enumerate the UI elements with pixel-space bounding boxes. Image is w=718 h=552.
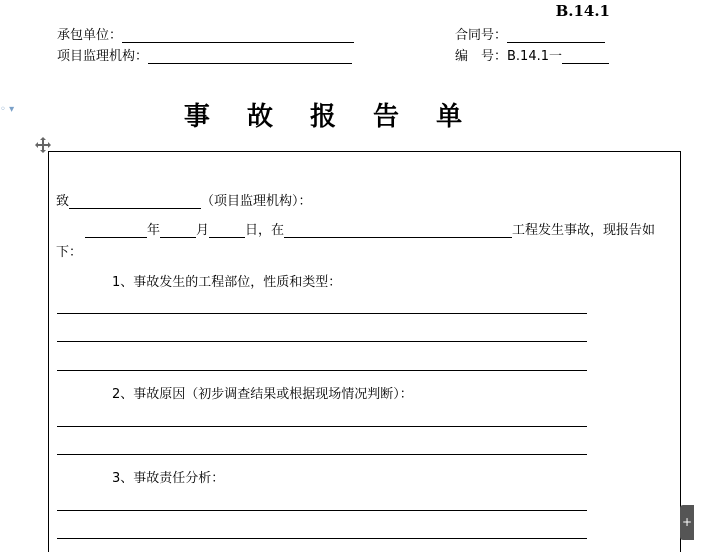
serial-field — [455, 45, 609, 64]
date-line — [85, 219, 655, 238]
serial-label: 编 号：B.14.1一 — [455, 49, 562, 64]
supervisor-field — [57, 45, 352, 64]
to-prefix: 致 — [56, 194, 70, 209]
item-1-line-3[interactable] — [57, 370, 587, 371]
month-label: 月 — [196, 223, 210, 238]
margin-marker: ◦ ▾ — [0, 104, 15, 115]
supervisor-blank[interactable] — [148, 49, 352, 64]
item-2-line-1[interactable] — [57, 426, 587, 427]
item-3-heading: 3、事故责任分析： — [112, 471, 225, 486]
month-blank[interactable] — [160, 223, 196, 238]
to-line — [56, 190, 312, 209]
serial-blank[interactable] — [562, 49, 609, 64]
to-blank[interactable] — [69, 194, 201, 209]
scroll-expand-button[interactable]: + — [680, 505, 694, 540]
report-cont: 下： — [56, 245, 83, 260]
form-code: B.14.1 — [555, 2, 610, 20]
report-box — [48, 151, 681, 552]
contract-no-blank[interactable] — [507, 28, 605, 43]
item-2-line-2[interactable] — [57, 454, 587, 455]
contractor-field — [57, 24, 354, 43]
year-blank[interactable] — [85, 223, 147, 238]
report-suffix: 工程发生事故，现报告如 — [512, 223, 656, 238]
item-1-line-1[interactable] — [57, 313, 587, 314]
item-2-heading: 2、事故原因（初步调查结果或根据现场情况判断）： — [112, 387, 413, 402]
day-label: 日，在 — [245, 223, 285, 238]
contract-no-label: 合同号： — [455, 28, 508, 43]
project-blank[interactable] — [284, 223, 512, 238]
item-3-line-2[interactable] — [57, 538, 587, 539]
item-3-line-1[interactable] — [57, 510, 587, 511]
page-title: 事 故 报 告 单 — [183, 102, 477, 132]
item-1-line-2[interactable] — [57, 341, 587, 342]
contractor-label: 承包单位： — [57, 28, 123, 43]
contract-no-field — [455, 24, 605, 43]
contractor-blank[interactable] — [122, 28, 354, 43]
year-label: 年 — [147, 223, 161, 238]
item-1-heading: 1、事故发生的工程部位，性质和类型： — [112, 275, 342, 290]
supervisor-label: 项目监理机构： — [57, 49, 149, 64]
day-blank[interactable] — [209, 223, 245, 238]
to-suffix: （项目监理机构）： — [201, 194, 312, 209]
